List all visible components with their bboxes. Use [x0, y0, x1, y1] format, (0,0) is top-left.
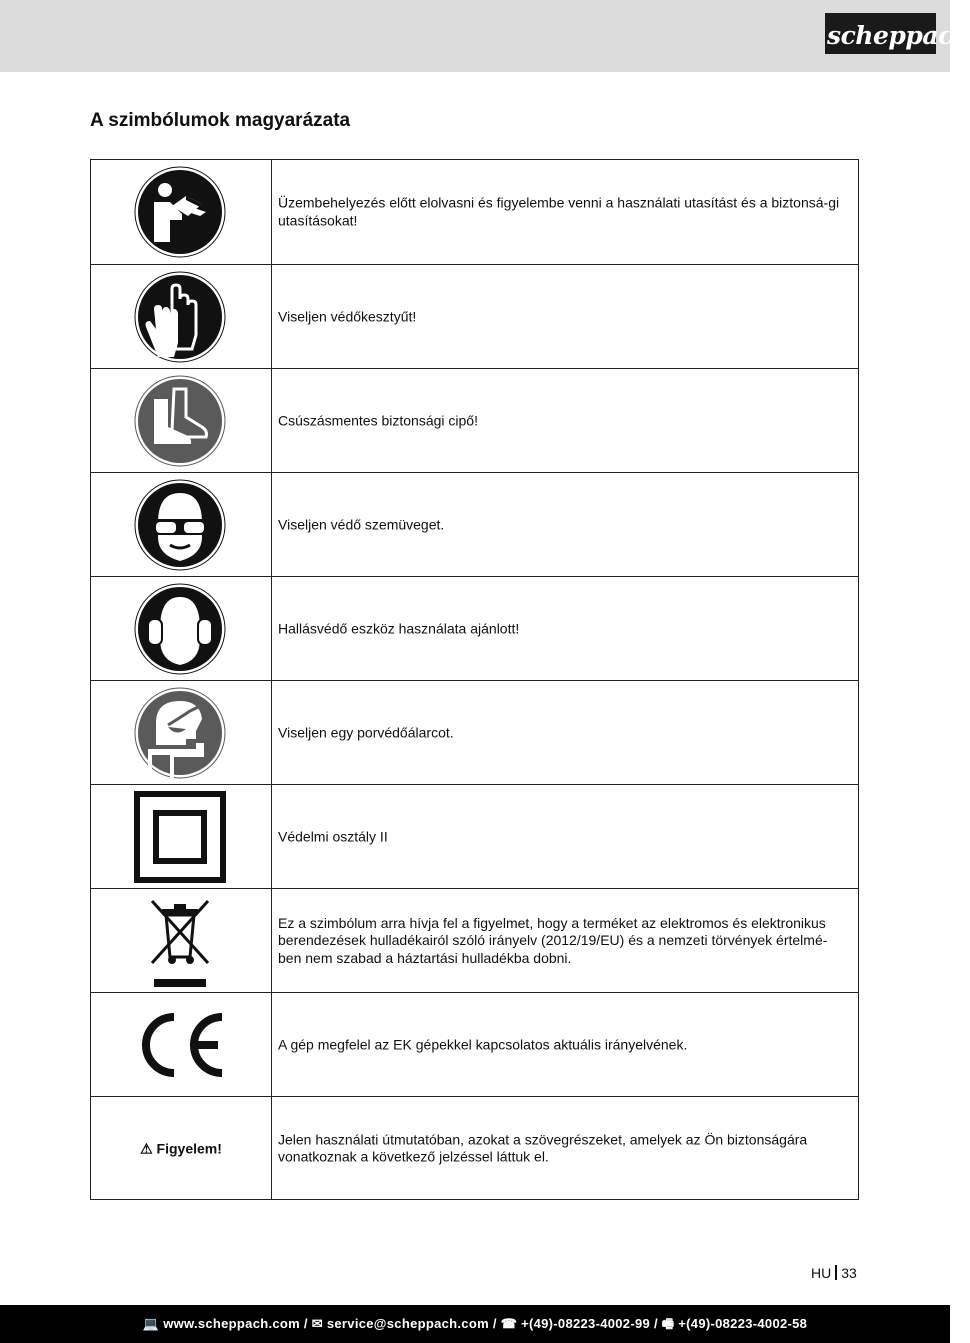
- symbol-cell: [91, 369, 272, 472]
- read-manual-icon: [134, 166, 226, 258]
- page-title: A szimbólumok magyarázata: [90, 110, 351, 131]
- protective-gloves-icon: [134, 271, 226, 363]
- fax-icon: 🖷: [661, 1316, 679, 1331]
- footer-phone: +(49)-08223-4002-99: [521, 1316, 651, 1331]
- symbol-description: Viseljen védőkesztyűt!: [278, 307, 417, 324]
- table-row: [91, 888, 858, 992]
- symbol-cell: [91, 889, 272, 992]
- footer-fax: +(49)-08223-4002-58: [678, 1316, 808, 1331]
- scheppach-logo: scheppach: [825, 13, 936, 54]
- warning-label: ⚠ Figyelem!: [140, 1140, 222, 1156]
- symbol-cell: [91, 265, 272, 368]
- symbol-description: Viseljen egy porvédőálarcot.: [278, 723, 454, 740]
- table-row: [91, 264, 858, 368]
- table-row: [91, 160, 858, 264]
- table-row: [91, 1096, 858, 1200]
- header-bar: [0, 0, 970, 72]
- table-row: [91, 368, 858, 472]
- symbol-description: Ez a szimbólum arra hívja fel a figyelmet, hogy a terméket az elektromos és elektronikus berendezések hulladékairól szóló irányelv (2012/19/EU) és a nemzeti törvények értelmé-ben nem szabad a háztartási hulladékba dobni.: [278, 914, 828, 966]
- table-row: [91, 784, 858, 888]
- phone-icon: ☎: [500, 1316, 522, 1331]
- table-row: [91, 576, 858, 680]
- safety-goggles-icon: [134, 479, 226, 571]
- page-number-separator: [835, 1265, 837, 1280]
- weee-crossed-bin-icon: [134, 895, 226, 987]
- symbol-description: Jelen használati útmutatóban, azokat a szövegrészeket, amelyek az Ön biztonságára vonatkoznak a következő jelzéssel láttuk el.: [278, 1131, 808, 1165]
- computer-icon: 💻: [142, 1316, 164, 1331]
- safety-boots-icon: [134, 375, 226, 467]
- protection-class-ii-icon: [134, 791, 226, 883]
- ce-mark-icon: [134, 999, 226, 1091]
- footer-bar: 💻 www.scheppach.com / ✉ service@scheppach.com / ☎ +(49)-08223-4002-99 / 🖷 +(49)-08223-4002-58: [0, 1305, 950, 1343]
- symbol-cell: [91, 993, 272, 1096]
- table-row: [91, 472, 858, 576]
- symbol-description: Hallásvédő eszköz használata ajánlott!: [278, 619, 520, 636]
- email-icon: ✉: [311, 1316, 327, 1331]
- symbols-table: [90, 159, 859, 1200]
- ear-protection-icon: [134, 583, 226, 675]
- symbol-cell: [91, 160, 272, 264]
- symbol-cell: [91, 577, 272, 680]
- symbol-cell: [91, 681, 272, 784]
- symbol-cell: [91, 1097, 272, 1200]
- table-row: [91, 992, 858, 1096]
- dust-mask-icon: [134, 687, 226, 779]
- symbol-description: Viseljen védő szemüveget.: [278, 515, 445, 532]
- page-number: HU 33: [811, 1265, 857, 1281]
- symbol-description: Üzembehelyezés előtt elolvasni és figyelembe venni a használati utasítást és a biztonsá-gi utasításokat!: [278, 194, 840, 228]
- warning-triangle-icon: ⚠: [140, 1140, 153, 1156]
- symbol-cell: [91, 785, 272, 888]
- symbol-description: Védelmi osztály II: [278, 827, 388, 844]
- table-row: [91, 680, 858, 784]
- footer-website[interactable]: www.scheppach.com: [163, 1316, 301, 1331]
- symbol-description: A gép megfelel az EK gépekkel kapcsolatos aktuális irányelvének.: [278, 1035, 688, 1052]
- symbol-description: Csúszásmentes biztonsági cipő!: [278, 411, 478, 428]
- footer-email[interactable]: service@scheppach.com: [326, 1316, 489, 1331]
- symbol-cell: [91, 473, 272, 576]
